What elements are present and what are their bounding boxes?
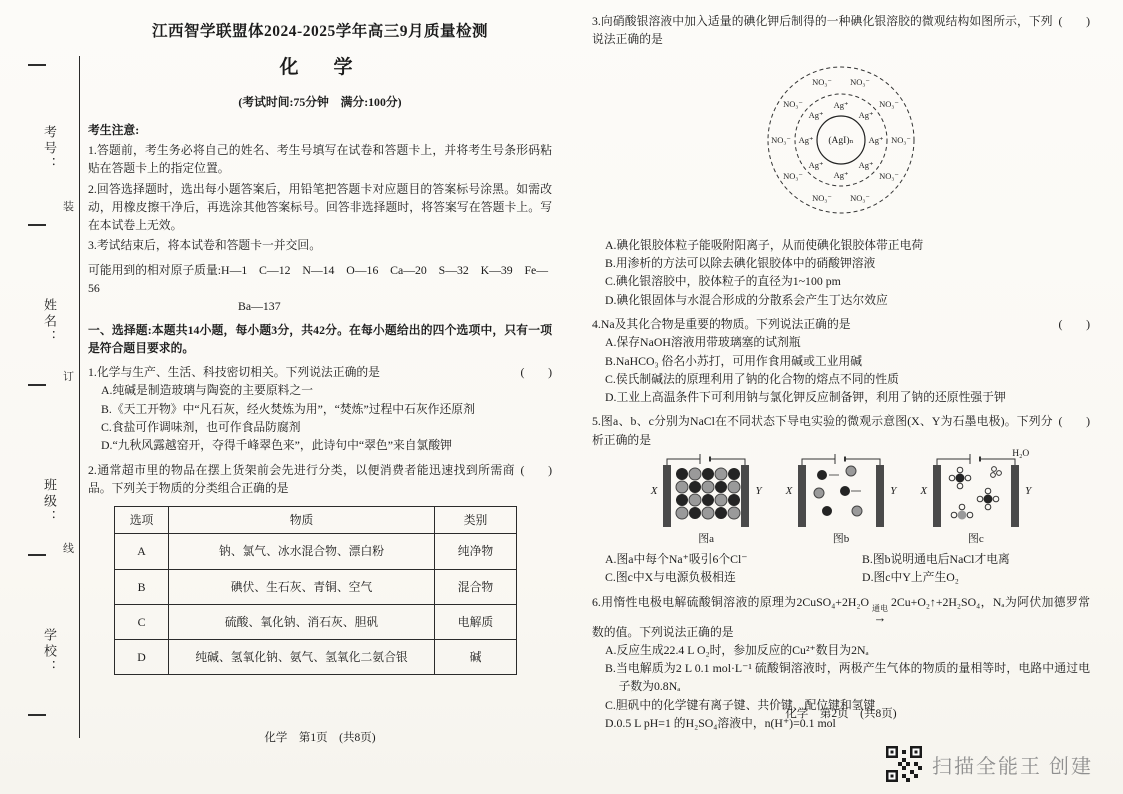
option-c: C.侯氏制碱法的原理利用了钠的化合物的熔点不同的性质 [605, 371, 899, 386]
question-stem [592, 593, 1090, 641]
atomic-mass-note: 可能用到的相对原子质量:H—1 C—12 N—14 O—16 Ca—20 S—32 K—39 Fe—56 [88, 262, 549, 295]
binding-char-ding: 订 [63, 371, 74, 383]
answer-blank: ( ) [1058, 316, 1090, 331]
atomic-mass-note-cont: Ba—137 [238, 299, 281, 314]
section-heading: 一、选择题:本题共14小题，每小题3分，共42分。在每小题给出的四个选项中，只有一项是符合题目要求的。 [88, 322, 552, 355]
figure-c-svg [930, 453, 1022, 531]
name-label: 姓名： [42, 298, 57, 346]
qr-code [886, 746, 922, 782]
fold-mark [28, 554, 46, 556]
nitrate-ion-label: NO₃⁻ [771, 134, 791, 145]
conductivity-figure-b [786, 453, 897, 548]
option-d: D.碘化银固体与水混合形成的分散系会产生丁达尔效应 [605, 292, 888, 307]
answer-blank: ( ) [520, 462, 552, 477]
silver-ion-label: Ag⁺ [808, 109, 824, 120]
table-cell: D [115, 640, 169, 675]
figure-caption: 图a [698, 532, 715, 545]
electrode-label-x: X [785, 485, 793, 498]
option-a: A.保存NaOH溶液用带玻璃塞的试剂瓶 [605, 335, 801, 350]
page-1 [88, 20, 552, 750]
silver-ion-label: Ag⁺ [858, 159, 874, 170]
figure-caption: 图c [967, 532, 984, 545]
nitrate-ion-label: NO₃⁻ [783, 98, 803, 109]
electrode-label-y: Y [755, 485, 762, 498]
school-label: 学校： [42, 628, 57, 676]
camscanner-watermark [886, 746, 1093, 782]
nitrate-ion-label: NO₃⁻ [812, 192, 832, 203]
answer-blank: ( ) [1058, 14, 1090, 28]
silver-ion-label: Ag⁺ [798, 134, 814, 145]
fold-mark [28, 64, 46, 66]
reaction-arrow [872, 604, 889, 626]
watermark-text: 扫描全能王 创建 [932, 755, 1093, 778]
table-header-cell: 物质 [169, 507, 435, 534]
conductivity-figure-a [651, 453, 762, 548]
subject-title: 化 学 [279, 57, 361, 79]
option-b: B.当电解质为2 L 0.1 mol·L⁻¹ 硫酸铜溶液时，两极产生气体的物质的量相等时，电路中通过电子数为0.8Nₐ [605, 661, 1090, 694]
question-2 [88, 461, 552, 676]
question-text: 5.图a、b、c分别为NaCl在不同状态下导电实验的微观示意图(X、Y为石墨电极)。下列分析正确的是 [592, 414, 1053, 447]
table-row [115, 569, 517, 604]
nitrate-ion-label: NO₃⁻ [879, 170, 899, 181]
table-cell: 混合物 [435, 569, 517, 604]
option-d: D.工业上高温条件下可利用钠与氯化钾反应制备钾，利用了钠的还原性强于钾 [605, 390, 1006, 405]
figure-b-svg [795, 453, 887, 531]
nitrate-ion-label: NO₃⁻ [879, 98, 899, 109]
answer-blank: ( ) [1058, 414, 1090, 429]
question-5 [592, 412, 1090, 586]
table-cell: 碱 [435, 640, 517, 675]
figure-caption: 图b [832, 532, 850, 545]
nitrate-ion-label: NO₃⁻ [783, 170, 803, 181]
exam-number-label: 考号： [42, 125, 57, 173]
nitrate-ion-label: NO₃⁻ [891, 134, 911, 145]
silver-ion-label: Ag⁺ [808, 159, 824, 170]
question-4 [592, 315, 1090, 406]
class-label: 班级： [42, 478, 57, 526]
colloid-diagram-svg [741, 51, 941, 229]
table-row [115, 640, 517, 675]
notice-item-3: 3.考试结束后，将本试卷和答题卡一并交回。 [88, 238, 321, 253]
table-cell: C [115, 604, 169, 639]
option-c: C.食盐可作调味剂，也可作食品防腐剂 [101, 419, 301, 434]
fold-mark [28, 384, 46, 386]
electrode-label-x: X [650, 485, 658, 498]
table-row [115, 534, 517, 569]
question-1 [88, 363, 552, 454]
option-d: D.“九秋风露越窑开，夺得千峰翠色来”，此诗句中“翠色”来自氯酸钾 [101, 438, 452, 453]
option-b: B.《天工开物》中“凡石灰，经火焚炼为用”，“焚炼”过程中石灰作还原剂 [101, 401, 475, 416]
nitrate-ion-label: NO₃⁻ [850, 76, 870, 87]
option-a: A.纯碱是制造玻璃与陶瓷的主要原料之一 [101, 383, 314, 398]
table-header-row [115, 507, 517, 534]
nitrate-ion-label: NO₃⁻ [812, 76, 832, 87]
table-header-cell: 选项 [115, 507, 169, 534]
table-row [115, 604, 517, 639]
question-stem [592, 12, 1090, 49]
binding-char-zhuang: 装 [63, 201, 74, 213]
question-text-post: 2Cu+O₂↑+2H₂SO₄，Nₐ为阿伏加德罗常数的值。下列说法正确的是 [592, 594, 1090, 639]
electrode-label-y: Y [890, 485, 897, 498]
page-2 [592, 12, 1090, 730]
table-cell: 硫酸、氧化钠、消石灰、胆矾 [169, 604, 435, 639]
silver-ion-label: Ag⁺ [833, 99, 849, 110]
answer-blank: ( ) [520, 365, 552, 380]
question-stem [88, 461, 552, 498]
option-d: D.0.5 L pH=1 的H₂SO₄溶液中，n(H⁺)=0.1 mol [605, 715, 836, 730]
question-stem [88, 363, 552, 381]
option-b: B.图b说明通电后NaCl才电离 [862, 551, 1010, 566]
table-cell: B [115, 569, 169, 604]
binding-char-xian: 线 [63, 543, 74, 555]
option-c: C.图c中X与电源负极相连 [605, 570, 736, 585]
option-b: B.用渗析的方法可以除去碘化银胶体中的硝酸钾溶液 [605, 256, 876, 271]
colloid-structure-diagram [592, 51, 1090, 234]
fold-mark [28, 224, 46, 226]
water-label: H₂O [1012, 448, 1030, 459]
option-c: C.胆矾中的化学键有离子键、共价键、配位键和氢键 [605, 697, 876, 712]
figure-a-svg [660, 453, 752, 531]
electrode-label-y: Y [1025, 485, 1032, 498]
candidate-notice-heading: 考生注意: [88, 122, 140, 137]
question-stem [592, 412, 1090, 449]
nitrate-ion-label: NO₃⁻ [850, 192, 870, 203]
option-c: C.碘化银溶胶中，胶体粒子的直径为1~100 pm [605, 274, 841, 289]
silver-ion-label: Ag⁺ [868, 134, 884, 145]
question-text: 2.通常超市里的物品在摆上货架前会先进行分类，以便消费者能迅速找到所需商品。下列关于物质的分类组合正确的是 [88, 462, 515, 495]
silver-ion-label: Ag⁺ [833, 169, 849, 180]
question-text-pre: 6.用惰性电极电解硫酸铜溶液的原理为2CuSO₄+2H₂O [592, 594, 870, 609]
table-cell: 纯碱、氢氧化钠、氨气、氢氧化二氨合银 [169, 640, 435, 675]
reaction-condition-label: 通电 [872, 604, 889, 614]
conductivity-figures [592, 448, 1090, 548]
table-cell: 纯净物 [435, 534, 517, 569]
option-a: A.图a中每个Na⁺吸引6个Cl⁻ [605, 551, 748, 566]
table-header-cell: 类别 [435, 507, 517, 534]
question-stem [592, 315, 1090, 333]
exam-title: 江西智学联盟体2024-2025学年高三9月质量检测 [152, 23, 488, 40]
exam-meta: (考试时间:75分钟 满分:100分) [238, 95, 402, 110]
table-cell: 电解质 [435, 604, 517, 639]
question-text: 1.化学与生产、生活、科技密切相关。下列说法正确的是 [88, 365, 380, 380]
free-ions [814, 466, 862, 516]
binding-line [79, 56, 80, 738]
option-d: D.图c中Y上产生O₂ [862, 570, 959, 585]
arrow-glyph: → [873, 610, 887, 626]
question-text: 3.向硝酸银溶液中加入适量的碘化钾后制得的一种碘化银溶胶的微观结构如图所示，下列说法正确的是 [592, 14, 1053, 47]
table-cell: A [115, 534, 169, 569]
table-cell: 碘伏、生石灰、青铜、空气 [169, 569, 435, 604]
option-b: B.NaHCO₃ 俗名小苏打，可用作食用碱或工业用碱 [605, 353, 863, 368]
conductivity-figure-c [920, 448, 1032, 548]
option-a: A.反应生成22.4 L O₂时，参加反应的Cu²⁺数目为2Nₐ [605, 642, 869, 657]
question-3 [592, 12, 1090, 309]
electrode-label-x: X [920, 485, 928, 498]
agi-core-label: (AgI)ₙ [828, 135, 854, 146]
fold-mark [28, 714, 46, 716]
notice-item-1: 1.答题前，考生务必将自己的姓名、考生号填写在试卷和答题卡上，并将考生号条形码粘贴在答题卡上的指定位置。 [88, 143, 552, 176]
table-cell: 钠、氯气、冰水混合物、漂白粉 [169, 534, 435, 569]
silver-ion-label: Ag⁺ [858, 109, 874, 120]
option-a: A.碘化银胶体粒子能吸附阳离子，从而使碘化银胶体带正电荷 [605, 237, 924, 252]
notice-item-2: 2.回答选择题时，选出每小题答案后，用铅笔把答题卡对应题目的答案标号涂黑。如需改动，用橡皮擦干净后，再选涂其他答案标号。回答非选择题时，将答案写在答题卡上。写在本试卷上无效。 [88, 181, 552, 233]
page-footer: 化学 第2页 (共8页) [785, 708, 897, 721]
ion-lattice [676, 468, 740, 519]
classification-table [114, 506, 517, 675]
hydrated-ions [949, 467, 1001, 520]
page-footer: 化学 第1页 (共8页) [264, 732, 376, 745]
question-text: 4.Na及其化合物是重要的物质。下列说法正确的是 [592, 316, 851, 331]
